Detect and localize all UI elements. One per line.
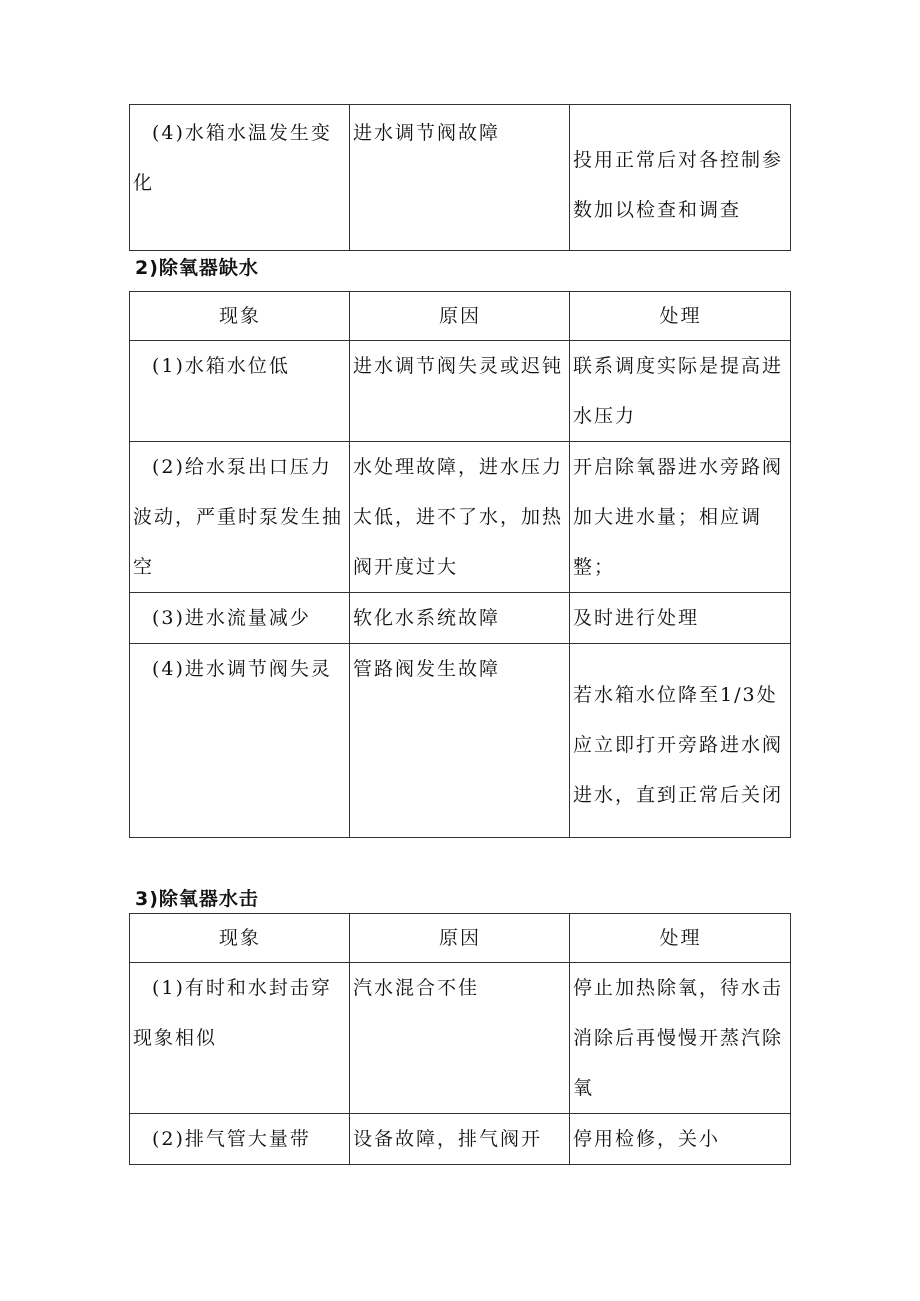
table-deaerator-water-hammer <box>129 913 791 1165</box>
cause-cell: 管路阀发生故障 <box>350 644 570 838</box>
table-row <box>130 963 791 1114</box>
header-phenomenon: 现象 <box>130 914 350 963</box>
phenomenon-cell: (1)有时和水封击穿现象相似 <box>130 963 350 1114</box>
handling-cell: 及时进行处理 <box>570 593 791 644</box>
phenomenon-cell: (4)进水调节阀失灵 <box>130 644 350 838</box>
table-row <box>130 442 791 593</box>
cause-cell: 汽水混合不佳 <box>350 963 570 1114</box>
cause-cell: 进水调节阀故障 <box>350 105 570 251</box>
cause-cell: 软化水系统故障 <box>350 593 570 644</box>
cause-cell: 水处理故障，进水压力太低，进不了水，加热阀开度过大 <box>350 442 570 593</box>
section-title-deaerator-water-shortage: 2)除氧器缺水 <box>135 257 259 279</box>
handling-cell: 停用检修，关小 <box>570 1114 791 1165</box>
header-handling: 处理 <box>570 914 791 963</box>
handling-cell: 投用正常后对各控制参数加以检查和调查 <box>570 105 791 251</box>
handling-cell: 开启除氧器进水旁路阀加大进水量；相应调整； <box>570 442 791 593</box>
table-row <box>130 105 791 251</box>
phenomenon-cell: (2)给水泵出口压力波动，严重时泵发生抽空 <box>130 442 350 593</box>
table-deaerator-water-shortage <box>129 291 791 838</box>
handling-cell: 联系调度实际是提高进水压力 <box>570 341 791 442</box>
header-cause: 原因 <box>350 914 570 963</box>
table-row <box>130 1114 791 1165</box>
section-title-deaerator-water-hammer: 3)除氧器水击 <box>135 888 259 910</box>
handling-cell: 停止加热除氧，待水击消除后再慢慢开蒸汽除氧 <box>570 963 791 1114</box>
table-header-row <box>130 292 791 341</box>
header-handling: 处理 <box>570 292 791 341</box>
phenomenon-cell: (4)水箱水温发生变化 <box>130 105 350 251</box>
table-row <box>130 644 791 838</box>
table-header-row <box>130 914 791 963</box>
cause-cell: 设备故障，排气阀开 <box>350 1114 570 1165</box>
table-row <box>130 593 791 644</box>
phenomenon-cell: (3)进水流量减少 <box>130 593 350 644</box>
handling-cell: 若水箱水位降至1/3处应立即打开旁路进水阀进水，直到正常后关闭 <box>570 644 791 838</box>
cause-cell: 进水调节阀失灵或迟钝 <box>350 341 570 442</box>
table-row <box>130 341 791 442</box>
table-continued <box>129 104 791 251</box>
phenomenon-cell: (1)水箱水位低 <box>130 341 350 442</box>
header-cause: 原因 <box>350 292 570 341</box>
phenomenon-cell: (2)排气管大量带 <box>130 1114 350 1165</box>
header-phenomenon: 现象 <box>130 292 350 341</box>
